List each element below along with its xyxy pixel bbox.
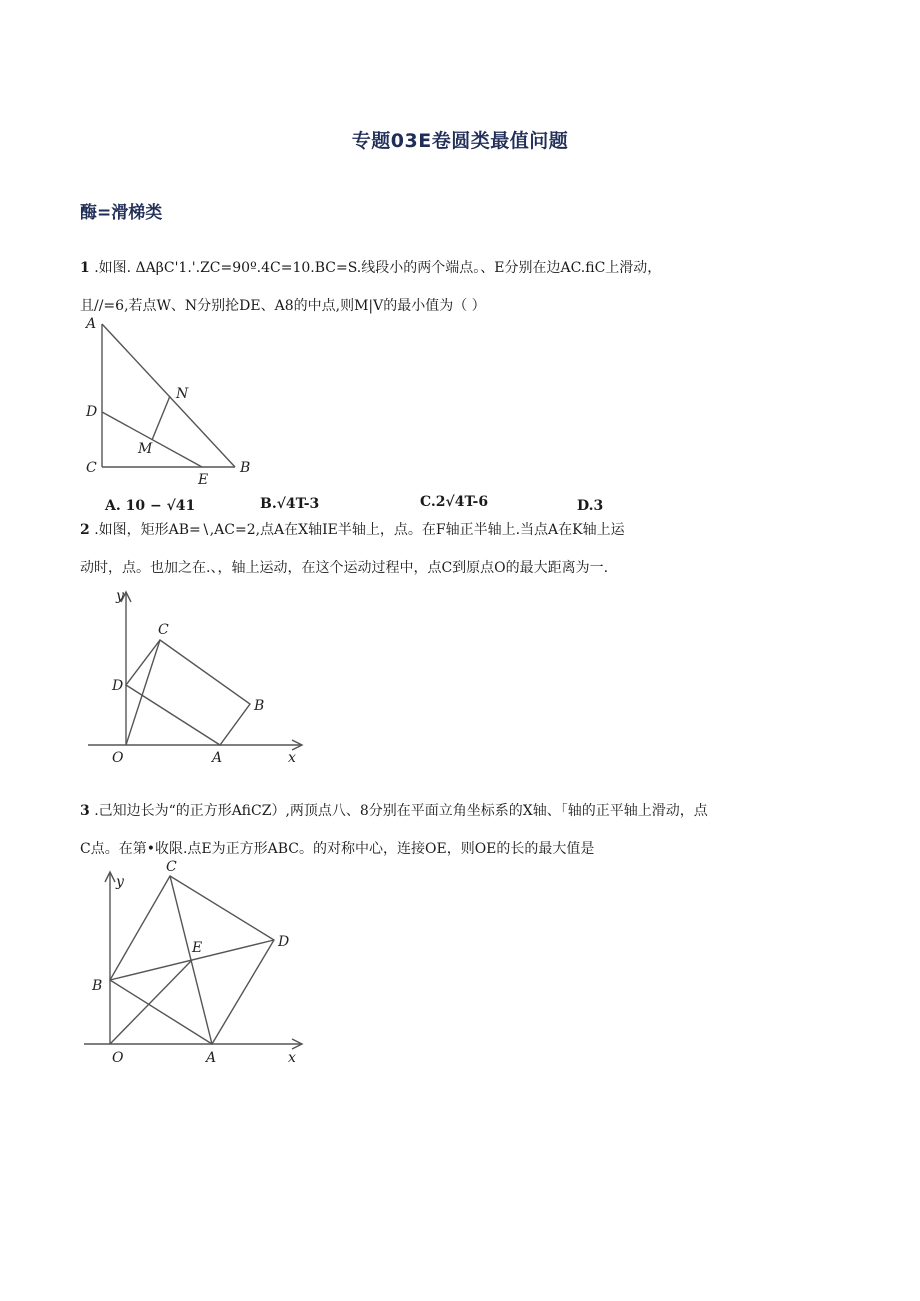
- q1-label-c: C: [86, 460, 97, 476]
- q3-label-y: y: [116, 874, 124, 890]
- question-3-figure: [80, 856, 320, 1076]
- q3-label-b: B: [92, 978, 103, 994]
- question-1-number: 1: [80, 260, 90, 276]
- question-1-text-1: .如图. ΔAβC'1.'.ZC=90º.4C=10.BC=S.线段小的两个端点。、E分别在边AC.fiC上滑动，: [89, 260, 662, 276]
- q3-label-e: E: [192, 940, 203, 956]
- q2-rectangle: [126, 640, 250, 745]
- question-2-line-2: 动时，点。也加之在.、，轴上运动，在这个运动过程中，点C到原点O的最大距离为一.: [80, 560, 609, 576]
- q3-label-o: O: [112, 1050, 124, 1066]
- q3-label-x: x: [288, 1050, 296, 1066]
- question-3-text-1: .己知边长为“的正方形AfiCZ）,两顶点八、8分别在平面立角坐标系的X轴、「轴的正平轴上滑动，点: [89, 803, 708, 819]
- q2-label-o: O: [112, 750, 124, 766]
- q3-segment-oe: [110, 960, 192, 1044]
- q1-option-a: A. 10 − √41: [105, 498, 196, 514]
- q1-option-b: B.√4T-3: [260, 496, 320, 512]
- q2-segment-oc: [126, 640, 160, 745]
- q1-label-b: B: [240, 460, 251, 476]
- q2-label-d: D: [112, 678, 124, 694]
- q1-option-c: C.2√4T-6: [420, 494, 489, 510]
- question-3-line-1: [80, 800, 708, 820]
- question-2-line-1: [80, 519, 625, 539]
- page-title: 专题03E卷圆类最值问题: [351, 130, 569, 152]
- question-2-text-1: .如图，矩形AB=∖,AC=2,点A在X轴IE半轴上，点。在F轴正半轴上.当点A在K轴上运: [89, 522, 625, 538]
- q1-label-n: N: [176, 386, 189, 402]
- question-1-figure: [80, 312, 280, 492]
- q3-label-a: A: [206, 1050, 217, 1066]
- question-2-figure: [80, 580, 320, 780]
- q3-label-d: D: [278, 934, 290, 950]
- q2-label-y: y: [116, 588, 124, 604]
- q1-segment-ab: [102, 324, 235, 467]
- q1-option-d: D.3: [577, 498, 604, 514]
- q1-label-a: A: [86, 316, 97, 332]
- q1-label-m: M: [138, 441, 153, 457]
- q2-label-x: x: [288, 750, 296, 766]
- q1-label-e: E: [198, 472, 209, 488]
- q2-label-b: B: [254, 698, 265, 714]
- question-1-line-1: [80, 257, 661, 277]
- question-2-number: 2: [80, 522, 90, 538]
- question-1-line-2: 且//=6,若点W、N分别抡DE、A8的中点,则M|V的最小值为（ ）: [80, 298, 486, 314]
- q1-label-d: D: [86, 404, 98, 420]
- q3-label-c: C: [166, 859, 177, 875]
- question-3-number: 3: [80, 803, 90, 819]
- section-heading: 酶=滑梯类: [80, 203, 163, 223]
- q2-label-c: C: [158, 622, 169, 638]
- q2-label-a: A: [212, 750, 223, 766]
- q1-segment-mn: [152, 396, 170, 440]
- q3-diagonal-ac: [170, 876, 212, 1044]
- question-3-line-2: C点。在第•收限.点E为正方形ABC。的对称中心，连接OE，则OE的长的最大值是: [80, 841, 595, 857]
